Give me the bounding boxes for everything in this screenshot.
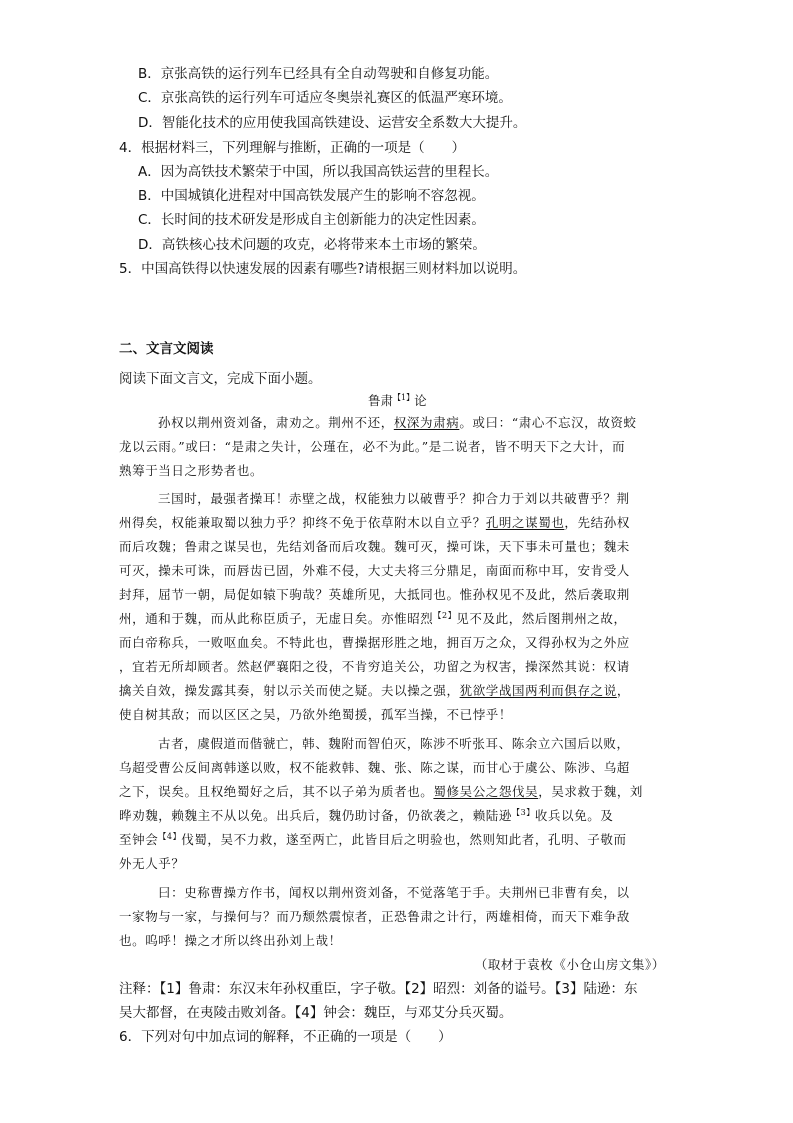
passage-line: 外无人乎？	[119, 856, 185, 871]
passage-line: 州得矣，权能兼取蜀以独力乎？抑终不免于依草附木以自立乎？孔明之谋蜀也，先结孙权	[119, 515, 630, 530]
passage-line: 也。呜呼！操之才所以终出孙刘上哉！	[119, 933, 342, 948]
passage-line: 州，通和于魏，而从此称臣质子，无虚日矣。亦惟昭烈$^{【2】}$见不及此，然后图荆州之故，	[119, 610, 627, 626]
passage-line: 之下，误矣。且权绝蜀好之后，其不以子弟为质者也。蜀修吴公之怨伐吴，吴求救于魏，刘	[119, 784, 644, 799]
footnote-ref: 【4】	[158, 831, 182, 841]
q4-option-d: D．高铁核心技术问题的攻克，必将带来本土市场的繁荣。	[138, 237, 486, 253]
q3-option-b: B．京张高铁的运行列车已经具有全自动驾驶和自修复功能。	[138, 66, 499, 82]
passage-line: 曰：史称曹操方作书，闻权以荆州资刘备，不觉落笔于手。夫荆州已非曹有矣，以	[158, 885, 630, 900]
passage-line: 而白帝称兵，一败呕血矣。不特此也，曹操据形胜之地，拥百万之众，又得孙权为之外应	[119, 635, 630, 650]
underlined-sentence: 孔明之谋蜀也	[485, 515, 565, 530]
underlined-sentence: 犹欲学战国两利而俱存之说	[459, 683, 617, 698]
passage-line: 乌超受曹公反间离韩遂以败，权不能救韩、魏、张、陈之谋，而甘心于虞公、陈涉、乌超	[119, 760, 630, 775]
annotation-line: 吴大都督，在夷陵击败刘备。【4】钟会：魏臣，与邓艾分兵灭蜀。	[119, 1005, 513, 1021]
passage-line: 三国时，最强者操耳！赤壁之战，权能独力以破曹乎？抑合力于刘以共破曹乎？荆	[158, 491, 630, 506]
section-intro: 阅读下面文言文，完成下面小题。	[119, 371, 322, 387]
passage-line: 擒关自效，操发露其奏，射以示关而使之疑。夫以操之强，犹欲学战国两利而俱存之说，	[119, 683, 630, 698]
passage-line: 古者，虞假道而偕虢亡，韩、魏附而智伯灭，陈涉不听张耳、陈余立六国后以败，	[158, 736, 630, 751]
underlined-sentence: 权深为肃病	[393, 415, 460, 430]
q3-option-c: C．京张高铁的运行列车可适应冬奥崇礼赛区的低温严寒环境。	[138, 90, 512, 106]
q5-stem: 5．中国高铁得以快速发展的因素有哪些?请根据三则材料加以说明。	[119, 261, 527, 277]
passage-line: ，宜若无所却顾者。然赵俨襄阳之役，不肯穷追关公，功留之为权害，操深然其说：权请	[119, 659, 630, 674]
footnote-ref: 【2】	[433, 610, 457, 620]
footnote-ref: 【1】	[393, 392, 415, 402]
passage-line: 龙以云雨。”或曰：“是肃之失计，公瑾在，必不为此。”是二说者，皆不明天下之大计，而	[119, 439, 626, 454]
passage-line: 一家物与一家，与操何与？而乃颓然震惊者，正恐鲁肃之计行，两雄相倚，而天下难争敌	[119, 909, 630, 924]
passage-line: 而后攻魏；鲁肃之谋吴也，先结刘备而后攻魏。魏可灭，操可诛，天下事未可量也；魏未	[119, 539, 630, 554]
q4-option-b: B．中国城镇化进程对中国高铁发展产生的影响不容忽视。	[138, 188, 485, 204]
q4-option-c: C．长时间的技术研发是形成自主创新能力的决定性因素。	[138, 212, 485, 228]
annotation-line: 注释：【1】鲁肃：东汉末年孙权重臣，字子敬。【2】昭烈：刘备的谥号。【3】陆逊：东	[119, 981, 638, 997]
q3-option-d: D．智能化技术的应用使我国高铁建设、运营安全系数大大提升。	[138, 115, 527, 131]
passage-line: 封拜，屈节一朝，局促如辕下驹哉？英雄所见，大抵同也。惟孙权见不及此，然后袭取荆	[119, 587, 630, 602]
section-title: 二、文言文阅读	[119, 341, 214, 357]
passage-line: 使自树其敌；而以区区之吴，乃欲外绝蜀援，孤军当操，不已悖乎！	[119, 707, 513, 722]
footnote-ref: 【3】	[512, 807, 535, 817]
passage-line: 孙权以荆州资刘备，肃劝之。荆州不还，权深为肃病。或曰：“肃心不忘汉，故资蛟	[158, 415, 637, 430]
passage-line: 晔劝魏，赖魏主不从以免。出兵后，魏仍助讨备，仍欲袭之，赖陆逊$^{【3】}$收兵以免。及	[119, 807, 614, 823]
passage-line: 可灭，操未可诛，而唇齿已固，外难不侵，大丈夫将三分鼎足，南面而称中耳，安肯受人	[119, 563, 630, 578]
underlined-sentence: 蜀修吴公之怨伐吴	[433, 784, 539, 799]
q6-stem: 6．下列对句中加点词的解释，不正确的一项是（ ）	[119, 1029, 452, 1045]
source-citation: （取材于袁枚《小仓山房文集》）	[474, 957, 665, 972]
q4-option-a: A．因为高铁技术繁荣于中国，所以我国高铁运营的里程长。	[138, 164, 499, 180]
passage-line: 至钟会$^{【4】}$伐蜀，吴不力救，遂至两亡，此皆目后之明验也，然则知此者，孔明、子敬而	[119, 831, 627, 847]
passage-line: 熟筹于当日之形势者也。	[119, 463, 264, 478]
passage-title: 鲁肃$^{【1】}$论	[368, 392, 427, 408]
q4-stem: 4．根据材料三，下列理解与推断，正确的一项是（ ）	[119, 140, 466, 156]
